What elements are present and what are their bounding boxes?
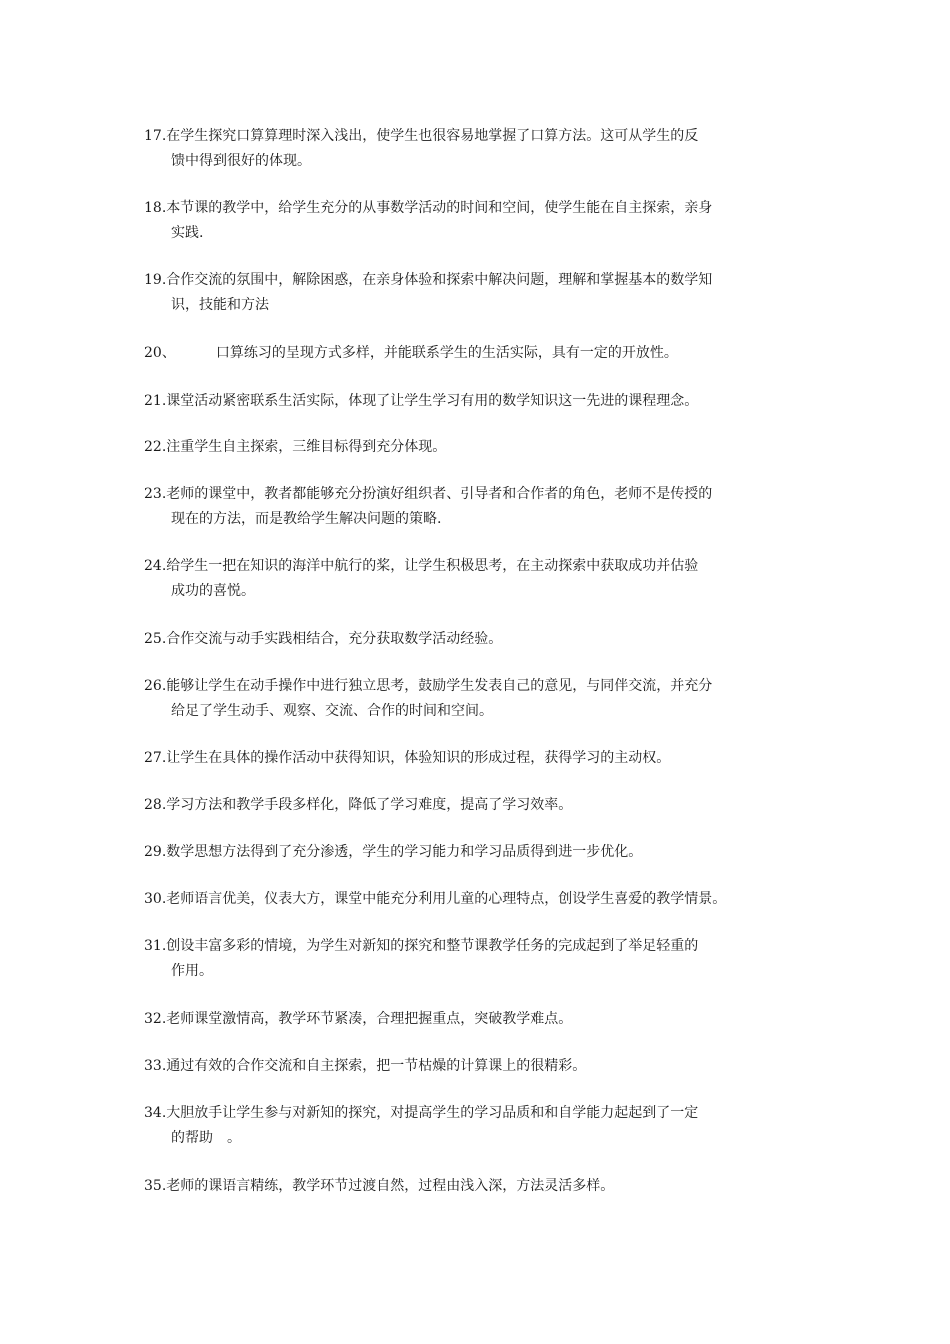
item-number: 35. — [144, 1178, 167, 1194]
item-number: 24. — [144, 558, 167, 574]
list-item-31 — [144, 934, 820, 984]
list-item-line — [144, 746, 820, 771]
item-number: 20、 — [144, 345, 176, 361]
item-text-continued: 现在的方法，而是教给学生解决问题的策略. — [171, 511, 442, 527]
item-text: 老师的课堂中，教者都能够充分扮演好组织者、引导者和合作者的角色，老师不是传授的 — [166, 486, 713, 502]
list-item-line — [144, 124, 820, 149]
list-item-17 — [144, 124, 820, 174]
list-item-line — [144, 482, 820, 507]
item-text: 合作交流的氛围中，解除困惑，在亲身体验和探索中解决问题，理解和掌握基本的数学知 — [166, 272, 713, 288]
item-text: 创设丰富多彩的情境，为学生对新知的探究和整节课教学任务的完成起到了举足轻重的 — [166, 938, 699, 954]
item-text: 给学生一把在知识的海洋中航行的桨，让学生积极思考，在主动探索中获取成功并估验 — [166, 558, 699, 574]
list-item-30 — [144, 887, 820, 912]
list-item-18 — [144, 196, 820, 246]
item-number: 26. — [144, 678, 167, 694]
item-text: 能够让学生在动手操作中进行独立思考，鼓励学生发表自己的意见，与同伴交流，并充分 — [166, 678, 713, 694]
item-text: 让学生在具体的操作活动中获得知识，体验知识的形成过程，获得学习的主动权。 — [166, 750, 671, 766]
list-item-29 — [144, 840, 820, 865]
item-text: 通过有效的合作交流和自主探索，把一节枯燥的计算课上的很精彩。 — [166, 1058, 587, 1074]
list-item-34 — [144, 1101, 820, 1151]
list-item-line — [144, 793, 820, 818]
item-text: 老师的课语言精练，教学环节过渡自然，过程由浅入深，方法灵活多样。 — [166, 1178, 615, 1194]
list-item-line — [144, 627, 820, 652]
item-text-continued: 的帮助 。 — [171, 1130, 241, 1146]
list-item-line — [144, 196, 820, 221]
item-text-continued: 成功的喜悦。 — [171, 583, 255, 599]
list-item-line — [144, 674, 820, 699]
item-number: 25. — [144, 631, 167, 647]
list-item-line — [144, 887, 820, 912]
item-text: 在学生探究口算算理时深入浅出，使学生也很容易地掌握了口算方法。这可从学生的反 — [166, 128, 699, 144]
list-item-19 — [144, 268, 820, 318]
item-number: 28. — [144, 797, 167, 813]
item-text-continued: 识，技能和方法 — [171, 297, 269, 313]
list-item-line — [144, 554, 820, 579]
item-number: 19. — [144, 272, 167, 288]
item-number: 27. — [144, 750, 167, 766]
item-text-continued: 实践. — [171, 225, 204, 241]
list-item-25 — [144, 627, 820, 652]
list-item-35 — [144, 1174, 820, 1199]
item-text: 老师课堂激情高，教学环节紧凑，合理把握重点，突破教学难点。 — [166, 1011, 573, 1027]
list-item-line — [144, 1007, 820, 1032]
list-item-23 — [144, 482, 820, 532]
list-item-line — [144, 435, 820, 460]
item-text: 大胆放手让学生参与对新知的探究，对提高学生的学习品质和和自学能力起起到了一定 — [166, 1105, 699, 1121]
list-item-21 — [144, 389, 820, 414]
item-text-continued: 给足了学生动手、观察、交流、合作的时间和空间。 — [171, 703, 493, 719]
list-item-line — [144, 389, 820, 414]
item-text: 老师语言优美，仪表大方，课堂中能充分利用儿童的心理特点，创设学生喜爱的教学情景。 — [166, 891, 727, 907]
list-item-24 — [144, 554, 820, 604]
list-item-line — [144, 1101, 820, 1126]
item-text: 数学思想方法得到了充分渗透，学生的学习能力和学习品质得到进一步优化。 — [166, 844, 643, 860]
item-text: 课堂活动紧密联系生活实际，体现了让学生学习有用的数学知识这一先进的课程理念。 — [166, 393, 699, 409]
list-item-line — [144, 840, 820, 865]
item-text: 注重学生自主探索，三维目标得到充分体现。 — [166, 439, 447, 455]
list-item-line — [144, 341, 820, 366]
list-item-26 — [144, 674, 820, 724]
item-text-continued: 馈中得到很好的体现。 — [171, 153, 311, 169]
list-item-28 — [144, 793, 820, 818]
list-item-line — [144, 1174, 820, 1199]
item-number: 18. — [144, 200, 167, 216]
item-text-continued: 作用。 — [171, 963, 213, 979]
item-number: 29. — [144, 844, 167, 860]
item-number: 17. — [144, 128, 167, 144]
item-number: 34. — [144, 1105, 167, 1121]
item-text: 合作交流与动手实践相结合，充分获取数学活动经验。 — [166, 631, 503, 647]
item-text: 学习方法和教学手段多样化，降低了学习难度，提高了学习效率。 — [166, 797, 573, 813]
list-item-32 — [144, 1007, 820, 1032]
list-item-line — [144, 1054, 820, 1079]
list-item-27 — [144, 746, 820, 771]
item-text: 本节课的教学中，给学生充分的从事数学活动的时间和空间，使学生能在自主探索，亲身 — [166, 200, 713, 216]
list-item-33 — [144, 1054, 820, 1079]
item-number: 31. — [144, 938, 167, 954]
item-text: 口算练习的呈现方式多样，并能联系学生的生活实际，具有一定的开放性。 — [215, 345, 678, 361]
list-item-line — [144, 268, 820, 293]
item-number: 23. — [144, 486, 167, 502]
item-number: 33. — [144, 1058, 167, 1074]
item-number: 21. — [144, 393, 167, 409]
item-number: 30. — [144, 891, 167, 907]
list-item-22 — [144, 435, 820, 460]
list-item-line — [144, 934, 820, 959]
item-number: 22. — [144, 439, 167, 455]
list-item-20 — [144, 341, 820, 366]
item-number: 32. — [144, 1011, 167, 1027]
